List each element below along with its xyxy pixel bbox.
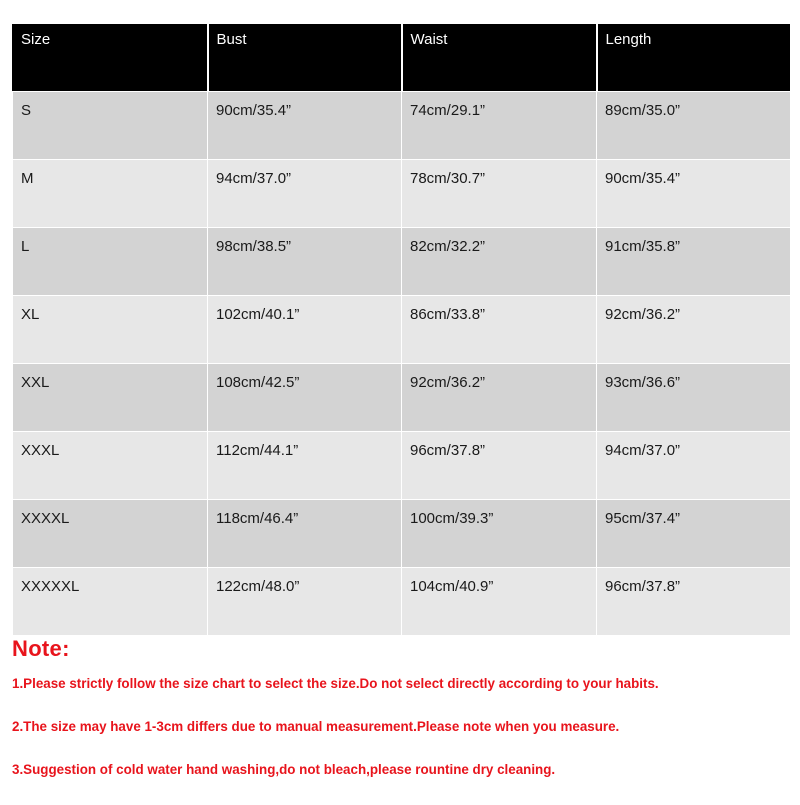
- table-row: [13, 500, 791, 568]
- cell-bust: 112cm/44.1”: [208, 432, 402, 500]
- note-title: Note:: [12, 636, 70, 661]
- cell-length: 92cm/36.2”: [597, 296, 791, 364]
- cell-size: M: [13, 160, 208, 228]
- size-chart-table: [12, 23, 791, 636]
- cell-size: L: [13, 228, 208, 296]
- cell-length: 93cm/36.6”: [597, 364, 791, 432]
- cell-size: XXXXXL: [13, 568, 208, 636]
- table-row: [13, 160, 791, 228]
- cell-bust: 90cm/35.4”: [208, 92, 402, 160]
- header-waist: Waist: [402, 24, 597, 92]
- note-line-1: 1.Please strictly follow the size chart to select the size.Do not select directly according to your habits.: [12, 676, 659, 691]
- cell-waist: 104cm/40.9”: [402, 568, 597, 636]
- size-chart-body: [13, 92, 791, 636]
- table-row: [13, 228, 791, 296]
- size-chart-header: [13, 24, 791, 92]
- header-bust: Bust: [208, 24, 402, 92]
- cell-bust: 94cm/37.0”: [208, 160, 402, 228]
- cell-waist: 100cm/39.3”: [402, 500, 597, 568]
- cell-length: 95cm/37.4”: [597, 500, 791, 568]
- cell-waist: 92cm/36.2”: [402, 364, 597, 432]
- table-row: [13, 92, 791, 160]
- notes-section: [10, 636, 790, 805]
- cell-bust: 102cm/40.1”: [208, 296, 402, 364]
- cell-length: 94cm/37.0”: [597, 432, 791, 500]
- header-row: [13, 24, 791, 92]
- table-row: [13, 568, 791, 636]
- cell-size: XXXL: [13, 432, 208, 500]
- header-size: Size: [13, 24, 208, 92]
- cell-waist: 86cm/33.8”: [402, 296, 597, 364]
- cell-waist: 78cm/30.7”: [402, 160, 597, 228]
- cell-bust: 108cm/42.5”: [208, 364, 402, 432]
- note-line-3: 3.Suggestion of cold water hand washing,do not bleach,please rountine dry cleaning.: [12, 762, 556, 777]
- cell-waist: 74cm/29.1”: [402, 92, 597, 160]
- cell-bust: 122cm/48.0”: [208, 568, 402, 636]
- cell-length: 91cm/35.8”: [597, 228, 791, 296]
- cell-length: 90cm/35.4”: [597, 160, 791, 228]
- cell-bust: 98cm/38.5”: [208, 228, 402, 296]
- note-line-2: 2.The size may have 1-3cm differs due to manual measurement.Please note when you measure.: [12, 719, 620, 734]
- table-row: [13, 432, 791, 500]
- cell-length: 89cm/35.0”: [597, 92, 791, 160]
- cell-size: S: [13, 92, 208, 160]
- cell-size: XL: [13, 296, 208, 364]
- cell-size: XXL: [13, 364, 208, 432]
- cell-bust: 118cm/46.4”: [208, 500, 402, 568]
- cell-waist: 96cm/37.8”: [402, 432, 597, 500]
- cell-length: 96cm/37.8”: [597, 568, 791, 636]
- cell-waist: 82cm/32.2”: [402, 228, 597, 296]
- header-length: Length: [597, 24, 791, 92]
- cell-size: XXXXL: [13, 500, 208, 568]
- table-row: [13, 296, 791, 364]
- table-row: [13, 364, 791, 432]
